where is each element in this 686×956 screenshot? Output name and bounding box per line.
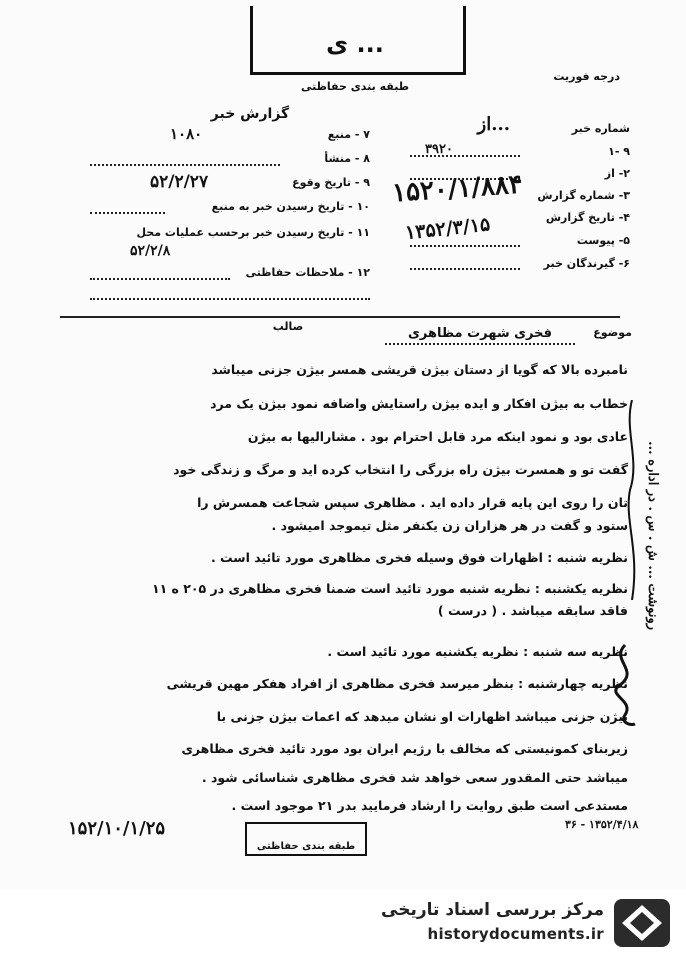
margin-scribble-icon [622,400,642,600]
body-line: خطاب به بیژن افکار و ایده بیژن راستایش واضافه نمود بیژن یک مرد [210,396,628,411]
body-line: بیژن جزنی میباشد اظهارات او نشان میدهد که اعمات بیژن جزنی با [216,709,628,724]
field-label: ۱- ۹ [608,145,630,158]
field-label: ۱۰ - تاریخ رسیدن خبر به منبع [211,200,370,213]
body-line: نظریه چهارشنبه : بنظر میرسد فخری مظاهری از افراد هفکر مهین قریشی [166,676,628,691]
field-label: ۴- تاریخ گزارش [545,211,630,224]
field-value: ۵۲/۲/۸ [130,243,171,259]
right-code: ۳۶ - ۱۳۵۲/۴/۱۸ [565,818,639,831]
field-label: ۷ - منبع [327,128,370,141]
bottom-code: ۱۵۲/۱۰/۱/۲۵ [68,818,166,839]
body-line: میباشد حتی المقدور سعی خواهد شد فخری مظاهری شناسائی شود . [201,770,628,785]
bottom-stamp: طبقه بندی حفاظتی [245,822,367,856]
handwritten-date: ۱۳۵۲/۳/۱۵ [404,213,492,245]
body-line: نامبرده بالا که گویا از دستان بیژن قریشی همسر بیژن جزنی میباشد [211,362,628,377]
site-url: historydocuments.ir [427,925,604,943]
field-label: ۱۱ - تاریخ رسیدن خبر برحسب عملیات محل [136,226,370,239]
body-line: تان را روی این پایه قرار داده اید . مظاهری سپس شجاعت همسرش را [197,495,628,510]
subject-value: فخری شهرت مظاهری [407,326,553,341]
field-label: ۳- شماره گزارش [537,189,630,202]
field-value: ۵۲/۲/۲۷ [150,172,209,192]
department-label: طبقه بندی حفاظتی [300,80,410,93]
field-label: شماره خبر [571,122,630,135]
classification-text: ... ی [326,30,384,58]
body-line: گفت تو و همسرت بیژن راه بزرگی را انتخاب کرده اید و مرگ و زندگی خود [173,462,628,477]
margin-note: رونوشت ... ش . س . در اداره ... [645,441,660,630]
field-value: ...از [477,114,510,135]
field-label: ۹ - تاریخ وقوع [292,176,370,189]
body-line: عادی بود و نمود اینکه مرد قابل احترام بود . مشارالیها به بیژن [247,429,628,444]
divider [60,316,620,318]
field-value: ۳۹۲۰ [425,142,453,157]
body-line: نظریه شنبه : اظهارات فوق وسیله فخری مظاهری مورد تائید است . [210,550,628,565]
report-title: گزارش خبر [210,106,290,122]
body-line: نظریه سه شنبه : نظریه یکشنبه مورد تائید است . [327,644,628,659]
field-label: ۱۲ - ملاحظات حفاظتی [245,266,370,279]
archive-logo-icon [612,897,672,949]
body-line: مستدعی است طبق روایت را ارشاد فرمایید بدر ۲۱ موجود است . [231,798,628,813]
field-label: ۸ - منشأ [324,152,370,165]
field-label: ۶- گیرندگان خبر [543,257,630,270]
subject-label: موضوع [593,326,632,339]
urgency-label: درجه فوریت [553,70,620,83]
body-line: فاقد سابقه میباشد . ( درست ) [437,603,628,618]
body-line: زیربنای کمونیستی که مخالف با رژیم ایران بود مورد تائید فخری مظاهری [181,741,628,756]
signature-icon [600,640,650,730]
body-line: نظریه یکشنبه : نظریه شنبه مورد تائید است ضمنا فخری مظاهری در ۲۰۵ ه ۱۱ [151,581,628,596]
field-value: ۱۰۸۰ [170,125,203,143]
field-label: ۵- پیوست [576,234,630,247]
subject-side-label: صالب [272,320,304,333]
org-name: مرکز بررسی اسناد تاریخی [381,900,604,920]
body-line: ستود و گفت در هر هزاران زن یکنفر مثل تیموجد امیشود . [271,518,628,533]
field-label: ۲- از [604,167,630,180]
handwritten-number: ۱۵۲۰/۱/۸۸۴ [391,169,524,209]
